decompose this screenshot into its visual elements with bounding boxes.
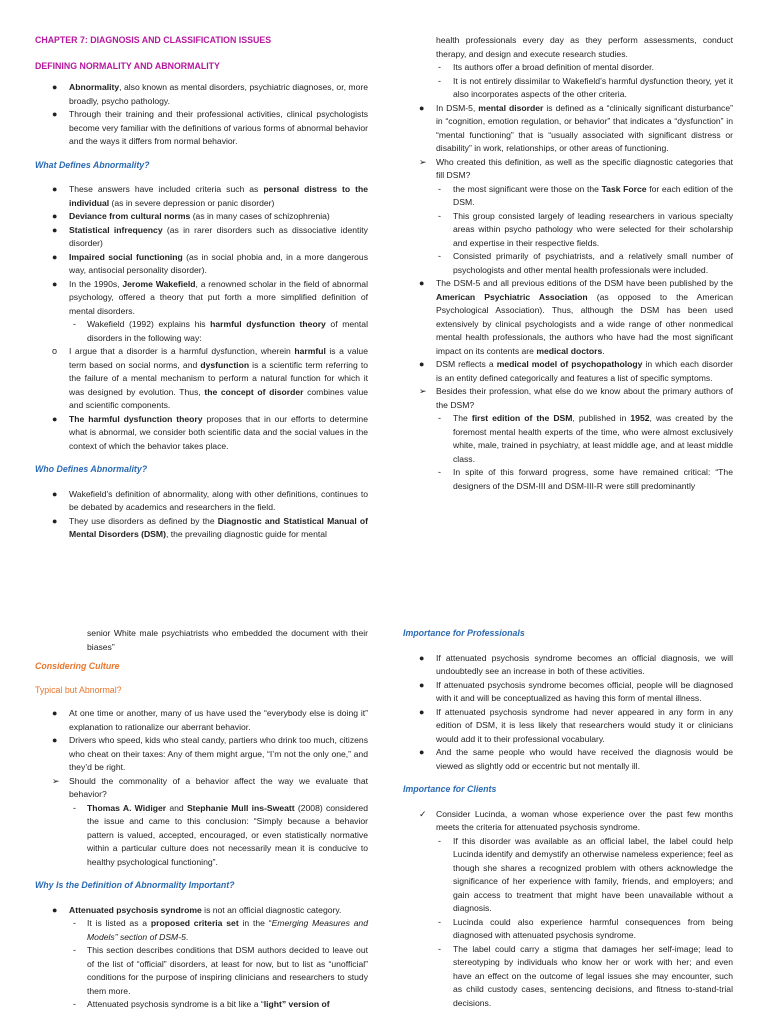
list-item: ● These answers have included criteria such as personal distress to the individual (as in severe depression or panic disorder) xyxy=(52,184,368,208)
list-item: - the most significant were those on the Task Force for each edition of the DSM. xyxy=(438,183,733,207)
bullet-marker: ● xyxy=(52,109,58,119)
page2-left-column xyxy=(35,627,368,1012)
list-item: - Its authors offer a broad definition of mental disorder. xyxy=(403,61,733,75)
list-item: ➢ Who created this definition, as well as the specific diagnostic categories that fill DSM? xyxy=(419,156,733,180)
section-heading-defining: DEFINING NORMALITY AND ABNORMALITY xyxy=(35,60,220,71)
bullet-marker: ● xyxy=(419,652,425,663)
arrow-marker: ➢ xyxy=(52,775,60,786)
dash-marker: - xyxy=(438,835,441,846)
dash-marker: - xyxy=(73,319,76,329)
page2-right-column xyxy=(403,627,733,1010)
dash-marker: - xyxy=(438,183,441,194)
list-item: - Thomas A. Widiger and Stephanie Mull ins-Sweatt (2008) considered the issue and came to this conclusion: “Simply because a behavior pattern is valued, accepted, encouraged, or even statistically normative within a particular culture does not necessarily mean it is conducive to healthy psychological functioning”. xyxy=(73,802,368,867)
list-item: ● The DSM-5 and all previous editions of the DSM have been published by the American Psychiatric Association (as opposed to the American Psychological Association). Thus, although the DSM has been used extensively by clinical psychologists and a wide range of other nonmedical mental health professionals, the authors who have had the most significant impact on its contents are medical doctors. xyxy=(419,278,733,356)
list-item: ● At one time or another, many of us have used the “everybody else is doing it” explanation to rationalize our aberrant behavior. xyxy=(52,708,368,732)
dash-marker: - xyxy=(438,943,441,954)
bullet-marker: ● xyxy=(52,904,58,915)
bullet-marker: ● xyxy=(52,488,58,499)
list-item: - This section describes conditions that DSM authors decided to leave out of the list of “official” disorders, at least for now, but to list as “unofficial” conditions for the purpose of inspiring clinicians and researchers to study them more. xyxy=(73,945,368,996)
list-item: ● Deviance from cultural norms (as in many cases of schizophrenia) xyxy=(35,210,368,224)
bullet-marker: ● xyxy=(419,706,425,717)
bullet-marker: ● xyxy=(419,747,425,757)
list-item: ● And the same people who would have received the diagnosis would be viewed as slightly odd or eccentric but not mentally ill. xyxy=(419,747,733,771)
bullet-marker: ● xyxy=(52,515,58,526)
bullet-marker: ● xyxy=(52,82,58,92)
list-item: ● The harmful dysfunction theory proposes that in our efforts to determine what is abnormal, we consider both scientific data and the social values in the context of which the behavior takes place. xyxy=(52,413,368,451)
heading-importance-professionals: Importance for Professionals xyxy=(403,628,525,638)
dash-marker: - xyxy=(438,75,441,86)
continued-paragraph: senior White male psychiatrists who embedded the document with their biases” xyxy=(87,628,368,652)
chapter-title: CHAPTER 7: DIAGNOSIS AND CLASSIFICATION ISSUES xyxy=(35,35,272,45)
list-item: ● Statistical infrequency (as in rarer disorders such as dissociative identity disorder) xyxy=(52,224,368,248)
list-item: - Wakefield (1992) explains his harmful dysfunction theory of mental disorders in the following way: xyxy=(73,319,368,343)
dash-marker: - xyxy=(73,999,76,1009)
dash-marker: - xyxy=(438,251,441,261)
list-item: - Consisted primarily of psychiatrists, and a relatively small number of psychologists and other mental health professionals were included. xyxy=(438,251,733,275)
heading-considering-culture: Considering Culture xyxy=(35,661,120,671)
heading-why-important: Why Is the Definition of Abnormality Important? xyxy=(35,880,235,890)
continued-paragraph: health professionals every day as they perform assessments, conduct therapy, and design and execute research studies. xyxy=(436,35,733,59)
heading-what-defines: What Defines Abnormality? xyxy=(35,159,150,170)
bullet-marker: ● xyxy=(52,708,58,718)
bullet-marker: ● xyxy=(52,735,58,745)
heading-importance-clients: Importance for Clients xyxy=(403,784,497,794)
list-item: - Attenuated psychosis syndrome is a bit like a “light” version of xyxy=(35,998,368,1012)
list-item: ● Impaired social functioning (as in social phobia and, in a more dangerous way, antisocial personality disorder). xyxy=(52,251,369,275)
list-item: ✓ Consider Lucinda, a woman whose experience over the past few months meets the criteria for attenuated psychosis syndrome. xyxy=(419,808,733,832)
list-item: ● In DSM-5, mental disorder is defined as a “clinically significant disturbance” in “cognition, emotion regulation, or behavior” that indicates a “dysfunction” in “mental functioning” that is “usually associated with significant distress or disability” in work, relationships, or other areas of functioning. xyxy=(419,102,733,153)
heading-who-defines: Who Defines Abnormality? xyxy=(35,464,148,474)
list-item: - The label could carry a stigma that damages her self-image; lead to stereotyping by individuals who know her or work with her; and even have an effect on the outcome of legal issues she may encounter, such as child custody cases, sentencing decisions, and fitness to-stand-trial decisions. xyxy=(438,943,733,1008)
list-item: ● Abnormality, also known as mental disorders, psychiatric diagnoses, or, more broadly, psycho pathology. xyxy=(52,82,368,106)
bullet-marker: ● xyxy=(419,359,425,369)
list-item: ➢ Besides their profession, what else do we know about the primary authors of the DSM? xyxy=(419,386,733,410)
check-icon: ✓ xyxy=(419,808,427,819)
list-item: ● Wakefield’s definition of abnormality, along with other definitions, continues to be debated by academics and researchers in the field. xyxy=(52,488,368,512)
bullet-marker: ● xyxy=(52,413,58,424)
arrow-marker: ➢ xyxy=(419,386,427,396)
list-item: ● If attenuated psychosis syndrome had never appeared in any form in any edition of DSM, it is less likely that researchers would study it or clinicians would add it to their professional vocabulary. xyxy=(419,706,733,744)
page-2 xyxy=(0,560,768,1024)
list-item: ● Through their training and their professional activities, clinical psychologists become very familiar with the definitions of various forms of abnormal behavior and the ways it differs from normal behavior. xyxy=(52,109,369,146)
dash-marker: - xyxy=(73,802,76,813)
bullet-marker: ● xyxy=(52,251,58,262)
dash-marker: - xyxy=(73,918,76,928)
dash-marker: - xyxy=(73,945,76,955)
bullet-marker: ● xyxy=(419,278,425,288)
list-item: - If this disorder was available as an official label, the label could help Lucinda identify and demystify an otherwise nameless experience; feel as though she shares a recognized problem with others acknowledge the significance of her experience with family, friends, and employers; and gain access to treatment that might have been unavailable without a diagnosis. xyxy=(438,835,733,913)
list-item: ● They use disorders as defined by the Diagnostic and Statistical Manual of Mental Disorders (DSM), the prevailing diagnostic guide for mental xyxy=(52,515,368,539)
list-item: ● Attenuated psychosis syndrome is not an official diagnostic category. xyxy=(35,904,368,918)
list-item: ● If attenuated psychosis syndrome becomes official, people will be diagnosed with it and will be conceptualized as having this form of mental illness. xyxy=(419,679,733,703)
dash-marker: - xyxy=(438,467,441,477)
dash-marker: - xyxy=(438,210,441,221)
list-item: - It is not entirely dissimilar to Wakefield’s harmful dysfunction theory, yet it also incorporates aspects of the other criteria. xyxy=(438,75,733,99)
list-item: ● Drivers who speed, kids who steal candy, partiers who drink too much, citizens who cheat on their taxes: Any of them might argue, “I’m not the only one,” and they’d be right. xyxy=(52,735,368,772)
bullet-marker: ● xyxy=(52,224,58,235)
dash-marker: - xyxy=(438,62,441,72)
bullet-marker: ● xyxy=(52,278,58,289)
list-item: - It is listed as a proposed criteria set in the “Emerging Measures and Models” section of DSM-5. xyxy=(73,918,368,942)
page1-left-column xyxy=(35,34,368,542)
heading-typical-but-abnormal: Typical but Abnormal? xyxy=(35,684,122,695)
bullet-marker: ● xyxy=(52,211,58,221)
list-item: ➢ Should the commonality of a behavior affect the way we evaluate that behavior? xyxy=(52,775,368,799)
list-item: o I argue that a disorder is a harmful dysfunction, wherein harmful is a value term based on social norms, and dysfunction is a scientific term referring to the failure of a mental mechanism to perform a natural function for which it was designed by evolution. Thus, the concept of disorder combines value and scientific components. xyxy=(52,346,369,410)
list-item: ● DSM reflects a medical model of psychopathology in which each disorder is an entity defined categorically and features a list of specific symptoms. xyxy=(419,359,733,383)
bullet-marker: ● xyxy=(419,679,425,690)
bullet-marker: ● xyxy=(52,184,58,194)
list-item: - The first edition of the DSM, published in 1952, was created by the foremost mental health experts of the time, who were almost exclusively white, male, trained in psychiatry, at least middle age, and at least middle class. xyxy=(438,413,733,464)
bullet-marker: ● xyxy=(419,102,425,113)
page1-right-column xyxy=(403,34,733,493)
list-item: - In spite of this forward progress, some have remained critical: “The designers of the DSM-III and DSM-III-R were still predominantly xyxy=(438,467,733,491)
list-item: - This group consisted largely of leading researchers in various specialty areas within psycho pathology who were selected for their scholarship and expertise in their respective fields. xyxy=(438,210,733,248)
dash-marker: - xyxy=(438,413,441,423)
list-item: ● In the 1990s, Jerome Wakefield, a renowned scholar in the field of abnormal psychology, offered a theory that put forth a more simplified definition of mental disorders. xyxy=(52,278,368,316)
circle-marker: o xyxy=(52,346,58,356)
dash-marker: - xyxy=(438,916,441,927)
list-item: - Lucinda could also experience harmful consequences from being diagnosed with attenuated psychosis syndrome. xyxy=(438,916,733,940)
list-item: ● If attenuated psychosis syndrome becomes an official diagnosis, we will undoubtedly see an increase in both of these activities. xyxy=(419,652,733,676)
arrow-marker: ➢ xyxy=(419,156,427,167)
